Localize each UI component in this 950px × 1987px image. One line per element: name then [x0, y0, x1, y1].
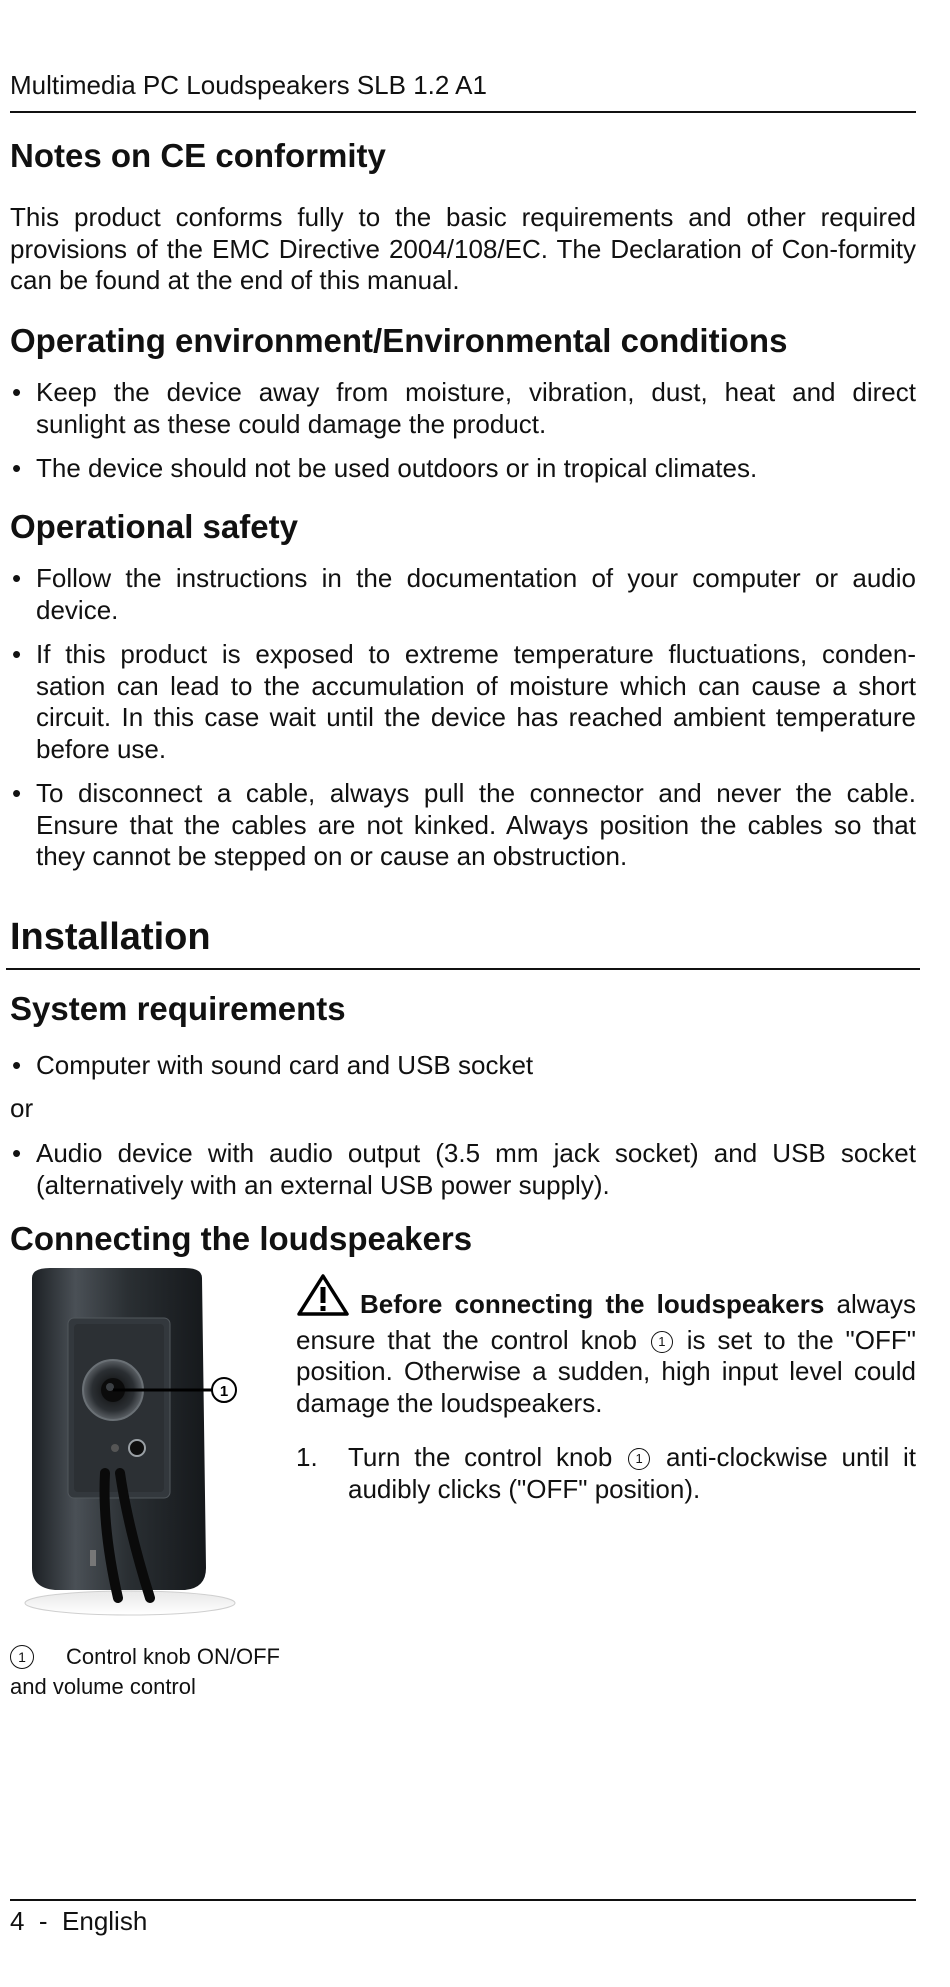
heading-ce-conformity: Notes on CE conformity [10, 137, 386, 174]
requirements-list-2 [10, 1138, 916, 1214]
list-item: • Follow the instructions in the documentation of your computer or audio device. [10, 563, 916, 626]
list-item: • Computer with sound card and USB socket [10, 1050, 916, 1082]
page-footer: 4 - English [10, 1906, 148, 1936]
environment-list [10, 377, 916, 498]
heading-system-requirements: System requirements [10, 990, 346, 1027]
step-text-part2: anti-clockwise until it audibly clicks ("OFF" position). [348, 1442, 916, 1504]
list-item: • Audio device with audio output (3.5 mm jack socket) and USB socket (alternatively with an external USB power supply). [10, 1138, 916, 1201]
caption-text: Control knob ON/OFF and volume control [10, 1644, 280, 1699]
callout-number-icon: 1 [628, 1448, 650, 1470]
callout-number-icon: 1 [10, 1645, 34, 1669]
loudspeaker-illustration [10, 1268, 300, 1628]
section-rule [6, 968, 920, 970]
footer-rule [10, 1899, 916, 1901]
header-rule [10, 111, 916, 113]
safety-list [10, 563, 916, 886]
warning-text-part2: is set to the "OFF" position. Otherwise a sudden, high input level could damage the loudspeakers. [296, 1324, 916, 1418]
list-item: • The device should not be used outdoors or in tropical climates. [10, 453, 916, 485]
requirements-list-1 [10, 1050, 916, 1095]
figure-caption [10, 1642, 310, 1702]
step-text-part1: Turn the control knob [348, 1442, 613, 1472]
heading-operating-environment: Operating environment/Environmental conditions [10, 322, 788, 359]
running-header: Multimedia PC Loudspeakers SLB 1.2 A1 [10, 70, 487, 100]
step-item [296, 1442, 916, 1505]
list-item: • Keep the device away from moisture, vibration, dust, heat and direct sunlight as these could damage the product. [10, 377, 916, 440]
loudspeaker-rear-photo [10, 1268, 300, 1628]
warning-text-part1: always ensure that the control knob [296, 1289, 916, 1355]
heading-connecting-loudspeakers: Connecting the loudspeakers [10, 1220, 473, 1257]
steps-list [296, 1442, 916, 1505]
warning-triangle-icon [296, 1273, 350, 1325]
callout-number-icon: 1 [651, 1331, 673, 1353]
heading-installation: Installation [10, 916, 211, 958]
heading-operational-safety: Operational safety [10, 508, 298, 545]
list-item: • To disconnect a cable, always pull the connector and never the cable. Ensure that the cables are not kinked. Always position the cables so that they cannot be stepped on or cause an obstruction. [10, 778, 916, 873]
list-item: • If this product is exposed to extreme temperature fluctuations, conden-sation can lead to the accumulation of moisture which can cause a short circuit. In this case wait until the device has reached ambient temperature before use. [10, 639, 916, 765]
ce-conformity-text: This product conforms fully to the basic requirements and other required provisions of the EMC Directive 2004/108/EC. The Declaration of Con-formity can be found at the end of this manual. [10, 202, 916, 295]
svg-text:1: 1 [219, 1383, 229, 1400]
or-text: or [10, 1093, 34, 1123]
step-number: 1. [296, 1442, 318, 1472]
warning-lead: Before connecting the loudspeakers [360, 1289, 825, 1319]
warning-paragraph [296, 1273, 916, 1419]
